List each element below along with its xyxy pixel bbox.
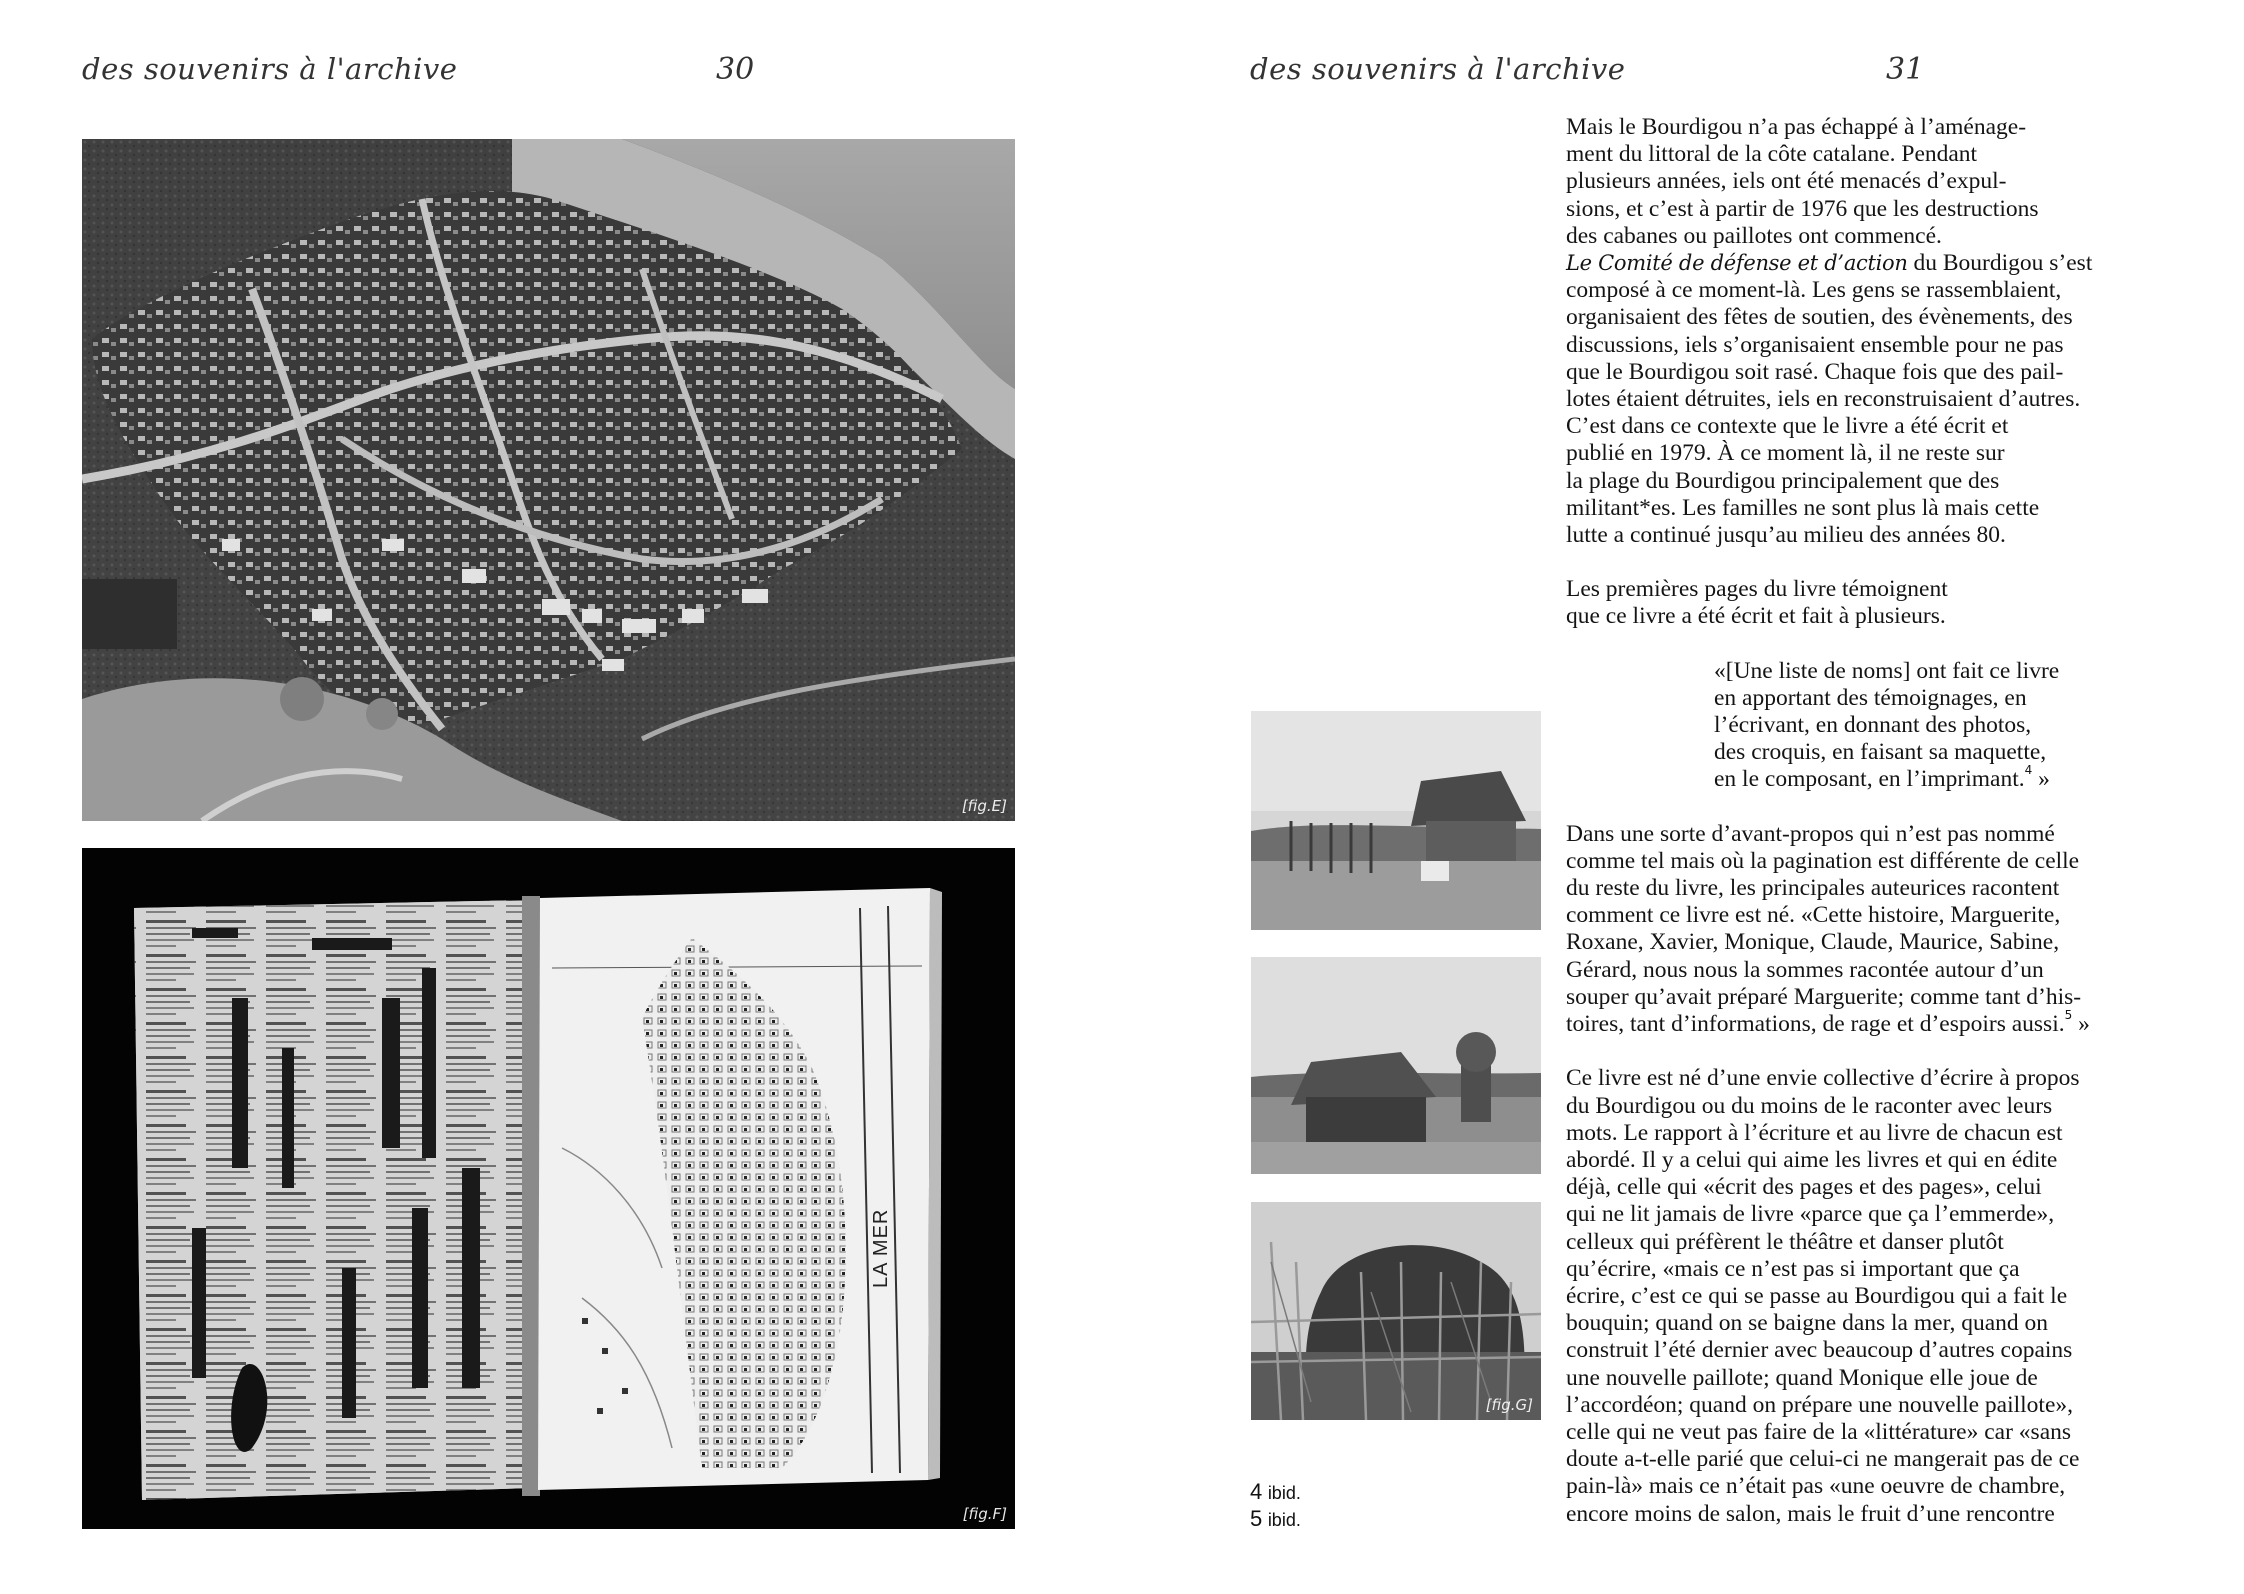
footnote-ref-5: 5 [2064,1008,2073,1023]
right-page [1122,0,2244,1594]
hut-photo-3 [1251,1202,1541,1420]
open-book-photo [82,848,1015,1529]
running-head-left: des souvenirs à l'archive [82,52,458,86]
paragraph-3: Dans une sorte d’avant-propos qui n’est pas nommé comme tel mais où la pagination est différente de celle du reste du livre, les principales auteurices racontent comment ce livre est né. «Cette histoire, Marguerite, Roxane, Xavier, Monique, Claude, Maurice, Sabine, Gérard, nous nous la sommes racontée autour d’un souper qu’avait préparé Marguerite; comme tant d’his- toires, tant d’informations, de rage et d’espoirs aussi.$^5$ » [1566,820,2090,1038]
paragraph-4: Ce livre est né d’une envie collective d’écrire à propos du Bourdigou ou du moins de le raconter avec leurs mots. Le rapport à l’écriture et au livre de chacun est abordé. Il y a celui qui aime les livres et qui en édite déjà, celle qui «écrit des pages et des pages», celui qui ne lit jamais de livre «parce que ça l’emmerde», celleux qui préfèrent le théâtre et danser plutôt qu’écrire, «mais ce n’est pas si important que ça écrire, c’est ce qui se passe au Bourdigou qui a fait le bouquin; quand on se baigne dans la mer, quand on construit l’été dernier avec beaucoup d’autres copains une nouvelle paillote; quand Monique elle joue de l’accordéon; quand on prépare une nouvelle paillote», celle qui ne veut pas faire de la «littérature» car «sans doute a-t-elle parié que celui-ci ne mangerait pas de ce pain-là» mais ce n’était pas «une oeuvre de chambre, encore moins de salon, mais le fruit d’une rencontre [1566,1065,2080,1527]
footnote-ref-4: 4 [2024,763,2033,778]
body-text-column [1566,114,2206,1528]
figure-label-g: [fig.G] [1485,1396,1533,1414]
aerial-photo-figure [82,139,1015,821]
footnote-5: 5 ibid. [1250,1506,1301,1531]
running-head-right: des souvenirs à l'archive [1250,52,1626,86]
paragraph-1a: Mais le Bourdigou n’a pas échappé à l’aménage- ment du littoral de la côte catalane. Pendant plusieurs années, iels ont été menacés d’expul- sions, et c’est à partir de 1976 que les destructions des cabanes ou paillotes ont commencé. Le Comité de défense et d’action du Bourdigou s’est composé à ce moment-là. Les gens se rassemblaient, organisaient des fêtes de soutien, des évènements, des discussions, iels s’organisaient ensemble pour ne pas que le Bourdigou soit rasé. Chaque fois que des pail- lotes étaient détruites, iels en reconstruisaient d’autres. C’est dans ce contexte que le livre a été écrit et publié en 1979. À ce moment là, il ne reste sur la plage du Bourdigou principalement que des militant*es. Les familles ne sont plus là mais cette lutte a continué jusqu’au milieu des années 80. [1566,114,2093,549]
footnotes [1250,1479,1301,1533]
figure-label-e: [fig.E] [961,797,1007,815]
footnote-4: 4 ibid. [1250,1479,1301,1504]
page-number-left: 30 [716,52,755,87]
aerial-photo [82,139,1015,821]
paragraph-2: Les premières pages du livre témoignent que ce livre a été écrit et fait à plusieurs. [1566,576,1948,630]
hut-photo-1 [1251,711,1541,930]
committee-name: Le Comité de défense et d’action [1566,251,1908,276]
page-number-right: 31 [1886,52,1925,87]
figure-label-f: [fig.F] [962,1505,1007,1523]
open-book-figure [82,848,1015,1529]
map-sea-label: LA MER [870,1208,892,1288]
hut-photo-2 [1251,957,1541,1174]
block-quote: «[Une liste de noms] ont fait ce livre en apportant des témoignages, en l’écrivant, en donnant des photos, des croquis, en faisant sa maquette, en le composant, en l’imprimant.$^4$ » [1714,657,2060,793]
